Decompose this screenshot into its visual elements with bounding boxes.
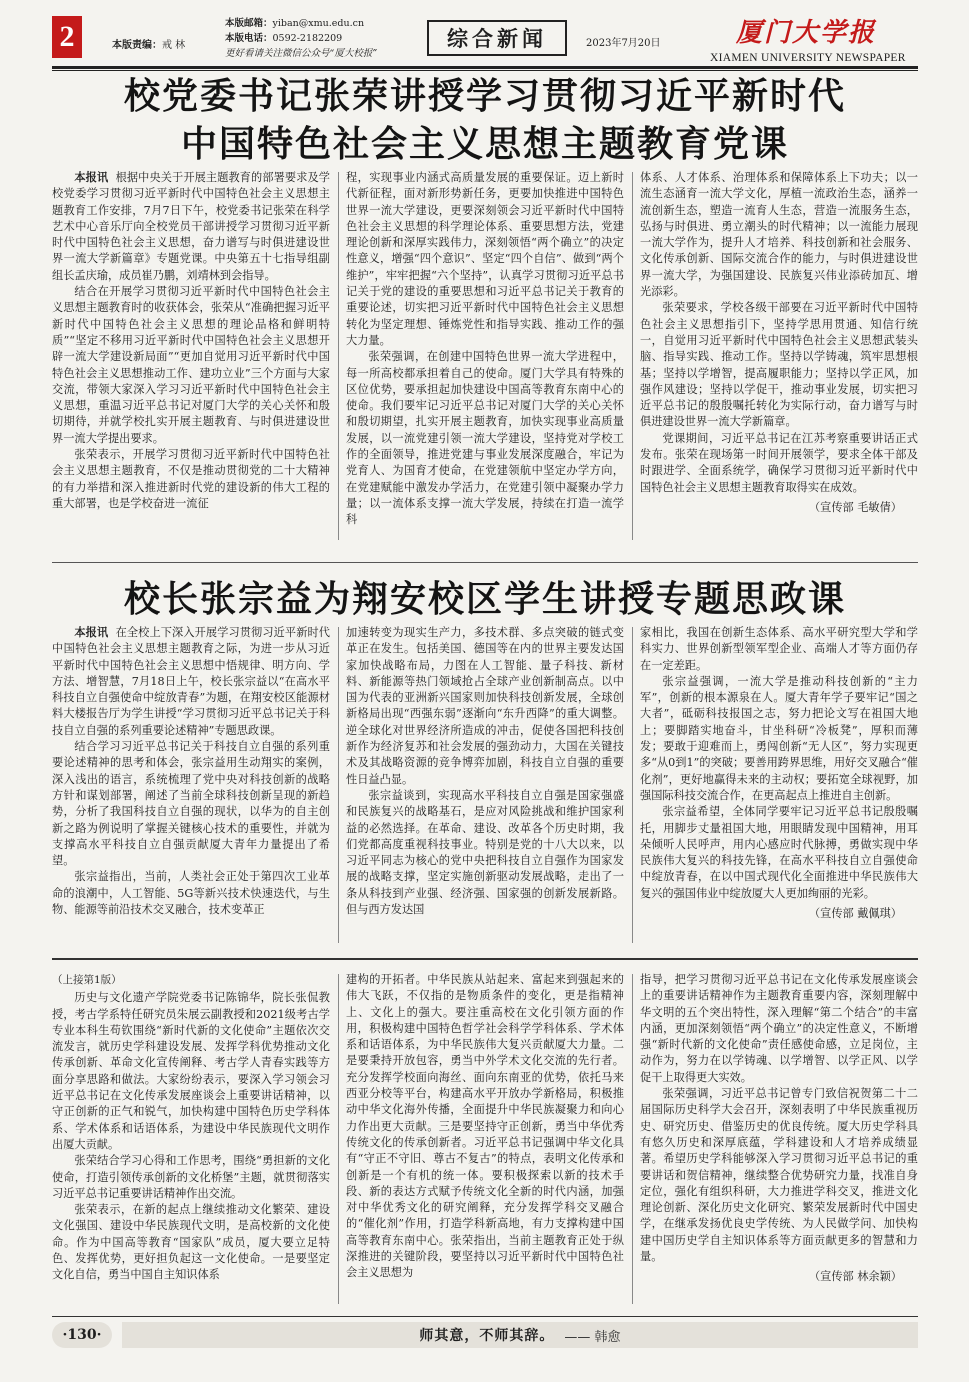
article2-paragraph: 张宗益强调，一流大学是推动科技创新的“主力军”，创新的根本源泉在人。厦大青年学子要牢记“国之大者”，砥砺科技报国之志，努力把论文写在祖国大地上；要脚踏实地奋斗，甘坐科研“冷板凳”，厚积而薄发；要敢于迎难而上，勇闯创新“无人区”，努力实现更多“从0到1”的突破；要善用跨界思维，用好交叉融合“催化剂”，更好地赢得未来的主动权；要拓宽全球视野，加强国际科技交流合作，在更高起点上推进自主创新。 [640, 674, 918, 802]
phone: 0592-2182209 [272, 33, 343, 44]
article2-lead: 本报讯 [74, 626, 109, 639]
article2-byline: （宣传部 戴佩琪） [808, 907, 902, 921]
article3-paragraph: 指导，把学习贯彻习近平总书记在文化传承发展座谈会上的重要讲话精神作为主题教育重要内容，深刻理解中华文明的五个突出特性，深入理解“第二个结合”的丰富内涵，更加深刻领悟“两个确立”的决定性意义，不断增强“新时代新的文化使命”责任感使命感，立足岗位，主动作为，努力在以学铸魂、以学增智、以学正风、以学促干上取得更大实效。 [640, 973, 918, 1084]
article1-headline [52, 72, 918, 168]
article-separator [52, 958, 918, 960]
article1-column-1 [52, 170, 330, 542]
email: yiban@xmu.edu.cn [272, 18, 365, 29]
article1-headline-line2: 中国特色社会主义思想主题教育党课 [180, 123, 789, 165]
column-divider [338, 627, 339, 943]
article2-paragraph: 家相比，我国在创新生态体系、高水平研究型大学和学科实力、世界创新型领军型企业、高端人才等方面仍存在一定差距。 [640, 626, 918, 672]
article2-paragraph: 张宗益谈到，实现高水平科技自立自强是国家强盛和民族复兴的战略基石，是应对风险挑战和维护国家利益的必然选择。在革命、建设、改革各个历史时期，我们党都高度重视科技事业。特别是党的十八大以来，以习近平同志为核心的党中央把科技自立自强作为国家发展的战略支撑，坚定实施创新驱动发展战略，走出了一条从科技到产业强、经济强、国家强的创新发展新路。但与西方发达国 [346, 788, 624, 917]
section-title: 综合新闻 [427, 20, 567, 56]
article1-byline: （宣传部 毛敏倩） [808, 500, 902, 514]
article2-paragraph: 加速转变为现实生产力，多技术群、多点突破的链式变革正在发生。包括美国、德国等在内的世界主要发达国家加快战略布局，力图在人工智能、量子科技、新材料、新能源等热门领域抢占全球产业创新制高点。以中国为代表的亚洲新兴国家则加快科技创新发展，全球创新格局出现“西强东弱”逐渐向“东升西降”的重大调整。逆全球化对世界经济所造成的冲击，促使各国把科技创新作为经济复苏和社会发展的强劲动力，大国在关键技术及其战略资源的竞争博弈加剧，科技自立自强的重要性日益凸显。 [346, 626, 624, 786]
article3-column-1 [52, 972, 330, 1306]
article2-column-3 [640, 625, 918, 945]
article3-paragraph: 张荣结合学习心得和工作思考，围绕“勇担新的文化使命，打造引领传承创新的文化桥堡”主题，就贯彻落实习近平总书记重要讲话精神作出交流。 [52, 1154, 330, 1200]
article3-paragraph: 历史与文化遗产学院党委书记陈锦华，院长张侃教授，考古学系特任研究员朱展云副教授和2021级考古学专业本科生苟钦围绕“新时代新的文化使命”主题依次交流发言，就历史学科建设发展、发挥学科优势推动文化传承创新、革命文化宣传阐释、考古学人青春实践等方面分享思路和做法。大家纷纷表示，要深入学习领会习近平总书记在文化传承发展座谈会上重要讲话精神，以守正创新的正气和锐气，加快构建中国特色历史学科体系、学术体系和话语体系，为建设中华民族现代文明作出厦大贡献。 [52, 991, 330, 1151]
newspaper-logo: 厦门大学报 [736, 18, 877, 48]
page-number: 2 [52, 16, 82, 58]
editor-name: 戒 林 [162, 40, 186, 51]
article3-column-3 [640, 972, 918, 1306]
article1-paragraph: 张荣强调，在创建中国特色世界一流大学进程中，每一所高校都承担着自己的使命。厦门大学具有特殊的区位优势，要承担起加快建设中国高等教育东南中心的使命。我们要牢记习近平总书记对厦门大学的关心关怀和殷切期望，扎实开展主题教育，加快实现事业高质量发展，以一流党建引领一流大学建设，坚持党对学校工作的全面领导，推进党建与事业发展深度融合，牢记为党育人、为国育才使命，在党建领航中坚定办学方向，在党建赋能中激发办学活力，在党建引领中凝聚办学力量；以一流体系支撑一流大学发展，持续在打造一流学科 [346, 350, 624, 527]
email-label: 本版邮箱： [225, 18, 273, 29]
masthead [52, 14, 918, 66]
article1-paragraph: 结合在开展学习贯彻习近平新时代中国特色社会主义思想主题教育时的收获体会，张荣从“准确把握习近平新时代中国特色社会主义思想的理论品格和鲜明特质”“坚定不移用习近平新时代中国特色社会主义思想开辟一流大学建设新局面”“更加自觉用习近平新时代中国特色社会主义思想推动工作、建功立业”三个方面与大家交流，带领大家深入学习习近平新时代中国特色社会主义思想，重温习近平总书记对厦门大学的关心关怀和殷切期待，并就学校扎实开展主题教育、与时俱进建设世界一流大学提出要求。 [52, 285, 330, 445]
article1-paragraph: 张荣要求，学校各级干部要在习近平新时代中国特色社会主义思想指引下，坚持学思用贯通、知信行统一，自觉用习近平新时代中国特色社会主义思想武装头脑、指导实践、推动工作。坚持以学铸魂，筑牢思想根基；坚持以学增智，提高履职能力；坚持以学正风，加强作风建设；坚持以学促干，推动事业发展，切实把习近平总书记的殷殷嘱托转化为实际行动，奋力谱写与时俱进建设世界一流大学新篇章。 [640, 301, 918, 429]
article3-column-2 [346, 972, 624, 1306]
masthead-rule-thin [52, 70, 918, 71]
article1-paragraph: 根据中央关于开展主题教育的部署要求及学校党委学习贯彻习近平新时代中国特色社会主义思想主题教育工作安排，7月7日下午，校党委书记张荣在科学艺术中心音乐厅向全校党员干部讲授学习贯彻习近平新时代中国特色社会主义思想，奋力谱写与时俱进建设世界一流大学新篇章》专题党课。中央第五十七指导组副组长孟庆瑜，成员崔乃鹏，刘靖林到会指导。 [52, 171, 330, 282]
article3-byline: （宣传部 林余颖） [808, 1270, 902, 1284]
column-divider [632, 627, 633, 943]
article2-column-1 [52, 625, 330, 945]
column-divider [632, 172, 633, 540]
article2-paragraph: 张宗益指出，当前，人类社会正处于第四次工业革命的浪潮中，人工智能、5G等新兴技术快速迭代，与生物、能源等前沿技术交叉融合，技术变革正 [52, 870, 330, 917]
wechat-line: 更好看请关注微信公众号“厦大校报” [225, 48, 378, 59]
article2-column-2 [346, 625, 624, 945]
article3-paragraph: 张荣强调，习近平总书记曾专门致信祝贺第二十二届国际历史科学大会召开，深刻表明了中华民族重视历史、研究历史、借鉴历史的优良传统。厦大历史学科具有悠久历史和深厚底蕴，学科建设和人才培养成绩显著。希望历史学科能够深入学习贯彻习近平总书记的重要讲话和贺信精神，继续整合优势研究力量，找准自身定位，强化有组织科研，大力推进学科交叉，推进文化理论创新、深化历史文化研究、繁荣发展新时代中国史学，在继承发扬优良史学传统、为人民做学问、加快构建中国历史学自主知识体系等方面贡献更多的智慧和力量。 [640, 1087, 918, 1264]
newspaper-logo-english: XIAMEN UNIVERSITY NEWSPAPER [710, 52, 906, 64]
article2-paragraph: 结合学习习近平总书记关于科技自立自强的系列重要论述精神的思考和体会，张宗益用生动翔实的案例，深入浅出的语言，系统梳理了党中央对科技创新的战略方针和谋划部署，阐述了当前全球科技创新呈现的新趋势，分析了我国科技自立自强的现状，以华为的自主创新之路为例说明了掌握关键核心技术的重要性，并就为支撑高水平科技自立自强贡献厦大青年力量提出了希望。 [52, 740, 330, 868]
article2-paragraph: 张宗益希望，全体同学要牢记习近平总书记殷殷嘱托，用脚步丈量祖国大地，用眼睛发现中国精神，用耳朵倾听人民呼声，用内心感应时代脉搏，勇做实现中华民族伟大复兴的科技先锋，在高水平科技自立自强使命中绽放青春，在以中国式现代化全面推进中华民族伟大复兴的强国伟业中绽放厦大人更加绚丽的光彩。 [640, 805, 918, 900]
article1-headline-line1: 校党委书记张荣讲授学习贯彻习近平新时代 [123, 75, 846, 117]
footer-motto-bar [122, 1322, 918, 1348]
column-divider [338, 974, 339, 1304]
article2-paragraph: 在全校上下深入开展学习贯彻习近平新时代中国特色社会主义思想主题教育之际，为进一步从习近平新时代中国特色社会主义思想中悟规律、明方向、学方法、增智慧，7月18日上午，校长张宗益以“在高水平科技自立自强使命中绽放青春”为题，在翔安校区能源材料大楼报告厅为学生讲授“学习贯彻习近平总书记关于科技自立自强的系列重要论述精神”专题思政课。 [52, 626, 330, 737]
editor-line [112, 36, 185, 51]
article1-column-3 [640, 170, 918, 542]
article1-column-2 [346, 170, 624, 542]
article1-paragraph: 张荣表示，开展学习贯彻习近平新时代中国特色社会主义思想主题教育，不仅是推动贯彻党的二十大精神的有力举措和深入推进新时代党的建设新的伟大工程的重大部署，也是学校奋进一流征 [52, 448, 330, 510]
article3-paragraph: 张荣表示，在新的起点上继续推动文化繁荣、建设文化强国、建设中华民族现代文明，是高校新的文化使命。作为中国高等教育“国家队”成员，厦大要立足特色、发挥优势，更好担负起这一文化使命。一是要坚定文化自信，勇当中国自主知识体系 [52, 1203, 330, 1282]
footer-page-label: ·130· [52, 1322, 112, 1348]
article1-lead: 本报讯 [74, 171, 109, 184]
article-separator [52, 562, 918, 563]
masthead-rule [52, 66, 918, 69]
footer-motto-author: —— 韩愈 [564, 1329, 621, 1345]
article3-paragraph: 建构的开拓者。中华民族从站起来、富起来到强起来的伟大飞跃，不仅指的是物质条件的变化，更是指精神上、文化上的强大。要注重高校在文化引领方面的作用，积极构建中国特色哲学社会科学学科体系、学术体系和话语体系，为中华民族伟大复兴贡献厦大力量。二是要秉持开放包容，勇当中外学术文化交流的先行者。充分发挥学校面向海丝、面向东南亚的优势，依托马来西亚分校等平台，构建高水平开放办学新格局，积极推动中华文化海外传播，全面提升中华民族凝聚力和向心力作出更大贡献。三是要坚持守正创新，勇当中华优秀传统文化的传承创新者。习近平总书记强调中华文化具有“守正不守旧、尊古不复古”的特点，表明文化传承和创新是一个有机的统一体。要积极探索以新的技术手段、新的表达方式赋予传统文化全新的时代内涵，加强对中华优秀文化的研究阐释，充分发挥学科交叉融合的“催化剂”作用，打造学科新高地，有力支撑构建中国高等教育东南中心。张荣指出，当前主题教育正处于纵深推进的关键阶段，要坚持以习近平新时代中国特色社会主义思想为 [346, 973, 624, 1280]
continued-from-page1: （上接第1版） [52, 974, 122, 986]
column-divider [632, 974, 633, 1304]
phone-label: 本版电话： [225, 33, 273, 44]
article1-paragraph: 体系、人才体系、治理体系和保障体系上下功夫；以一流生态涵育一流大学文化，厚植一流政治生态，涵养一流创新生态，塑造一流育人生态，营造一流服务生态，弘扬与时俱进、勇立潮头的时代精神；以一流能力展现一流大学作为，提升人才培养、科技创新和社会服务、文化传承创新、国际交流合作的能力，与时俱进建设世界一流大学，为强国建设、民族复兴伟业添砖加瓦、增光添彩。 [640, 171, 918, 299]
footer-rule [52, 1316, 918, 1317]
editor-label: 本版责编： [112, 40, 162, 51]
article2-headline: 校长张宗益为翔安校区学生讲授专题思政课 [123, 578, 846, 620]
footer-motto: 师其意，不师其辞。 [419, 1328, 555, 1344]
contact-block [225, 16, 377, 61]
article1-paragraph: 程，实现事业内涵式高质量发展的重要保证。迈上新时代新征程，面对新形势新任务，更要加快推进中国特色世界一流大学建设，更要深刻领会习近平新时代中国特色社会主义思想的科学理论体系、重要思想方法，党建理论创新和深厚实践伟力，深刻领悟“两个确立”的决定性意义，增强“四个意识”、坚定“四个自信”、做到“两个维护”，牢牢把握“六个坚持”，认真学习贯彻习近平总书记关于党的建设的重要思想和习近平总书记关于教育的重要论述，切实把习近平新时代中国特色社会主义思想转化为坚定理想、锤炼党性和指导实践、推动工作的强大力量。 [346, 171, 624, 347]
issue-date: 2023年7月20日 [586, 38, 661, 49]
column-divider [338, 172, 339, 540]
article1-paragraph: 党课期间，习近平总书记在江苏考察重要讲话正式发布。张荣在现场第一时间开展领学，要求全体干部及时跟进学、全面系统学，确保学习贯彻习近平新时代中国特色社会主义思想主题教育取得实在成效。 [640, 431, 918, 494]
